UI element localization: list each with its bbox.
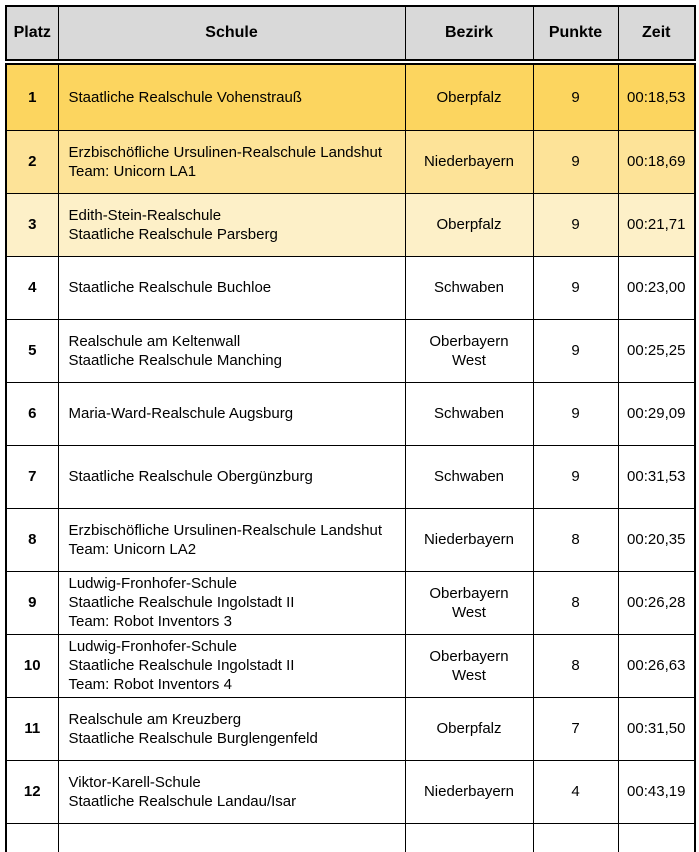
table-row [6,382,695,445]
table-row [6,319,695,382]
cell-punkte: 9 [533,64,618,130]
table-row [6,445,695,508]
cell-schule: Staatliche Realschule Buchloe [58,256,405,319]
cell-platz: 4 [6,256,58,319]
cell-punkte: 9 [533,130,618,193]
cell-punkte: 8 [533,571,618,634]
cell-bezirk: Oberbayern West [405,571,533,634]
table-row [6,697,695,760]
cell-bezirk: Oberpfalz [405,697,533,760]
cell-punkte: 4 [533,760,618,823]
cell-punkte: 9 [533,319,618,382]
cell-zeit: 00:18,69 [618,130,695,193]
cell-schule: Realschule am Keltenwall Staatliche Realschule Manching [58,319,405,382]
cell-bezirk: Schwaben [405,382,533,445]
results-body-table [5,63,696,852]
cell-schule: Erzbischöfliche Ursulinen-Realschule Landshut Team: Unicorn LA1 [58,130,405,193]
cell-schule: Ludwig-Fronhofer-Schule Staatliche Realschule Ingolstadt II Team: Robot Inventors 4 [58,634,405,697]
cell-schule: Viktor-Karell-Schule Staatliche Realschule Landau/Isar [58,760,405,823]
cell-punkte: 9 [533,256,618,319]
cell-bezirk: Oberpfalz [405,64,533,130]
cell-schule: Maria-Ward-Realschule Augsburg [58,382,405,445]
cell-platz: 12 [6,760,58,823]
cell-zeit: 00:43,19 [618,760,695,823]
table-row [6,256,695,319]
table-row [6,508,695,571]
cell-platz: 6 [6,382,58,445]
cell-empty [405,823,533,852]
cell-platz: 8 [6,508,58,571]
cell-platz: 5 [6,319,58,382]
table-row [6,634,695,697]
cell-punkte: 9 [533,193,618,256]
cell-platz: 9 [6,571,58,634]
cell-zeit: 00:26,28 [618,571,695,634]
table-row-partial [6,823,695,852]
cell-zeit: 00:26,63 [618,634,695,697]
cell-punkte: 8 [533,508,618,571]
cell-empty [58,823,405,852]
cell-punkte: 8 [533,634,618,697]
cell-punkte: 9 [533,382,618,445]
cell-schule: Edith-Stein-Realschule Staatliche Realschule Parsberg [58,193,405,256]
cell-platz: 10 [6,634,58,697]
results-header-table [5,5,696,61]
column-header-schule: Schule [58,6,405,60]
cell-platz: 2 [6,130,58,193]
cell-platz: 11 [6,697,58,760]
cell-zeit: 00:23,00 [618,256,695,319]
cell-schule: Staatliche Realschule Obergünzburg [58,445,405,508]
cell-punkte: 7 [533,697,618,760]
cell-bezirk: Schwaben [405,445,533,508]
cell-schule: Ludwig-Fronhofer-Schule Staatliche Realschule Ingolstadt II Team: Robot Inventors 3 [58,571,405,634]
results-body [6,64,695,852]
header-row [6,6,695,60]
cell-bezirk: Oberbayern West [405,319,533,382]
column-header-zeit: Zeit [618,6,695,60]
cell-empty [618,823,695,852]
cell-zeit: 00:18,53 [618,64,695,130]
cell-platz: 1 [6,64,58,130]
table-row [6,130,695,193]
table-row [6,193,695,256]
cell-punkte: 9 [533,445,618,508]
cell-bezirk: Niederbayern [405,130,533,193]
cell-bezirk: Niederbayern [405,760,533,823]
cell-platz: 3 [6,193,58,256]
cell-platz: 7 [6,445,58,508]
cell-zeit: 00:25,25 [618,319,695,382]
column-header-punkte: Punkte [533,6,618,60]
cell-schule: Realschule am Kreuzberg Staatliche Realschule Burglengenfeld [58,697,405,760]
cell-zeit: 00:31,50 [618,697,695,760]
table-row [6,760,695,823]
cell-bezirk: Oberpfalz [405,193,533,256]
column-header-bezirk: Bezirk [405,6,533,60]
cell-zeit: 00:31,53 [618,445,695,508]
cell-schule: Erzbischöfliche Ursulinen-Realschule Landshut Team: Unicorn LA2 [58,508,405,571]
cell-empty [6,823,58,852]
cell-zeit: 00:29,09 [618,382,695,445]
cell-bezirk: Niederbayern [405,508,533,571]
column-header-platz: Platz [6,6,58,60]
cell-bezirk: Oberbayern West [405,634,533,697]
table-row [6,64,695,130]
cell-zeit: 00:20,35 [618,508,695,571]
table-row [6,571,695,634]
cell-bezirk: Schwaben [405,256,533,319]
cell-zeit: 00:21,71 [618,193,695,256]
cell-empty [533,823,618,852]
cell-schule: Staatliche Realschule Vohenstrauß [58,64,405,130]
